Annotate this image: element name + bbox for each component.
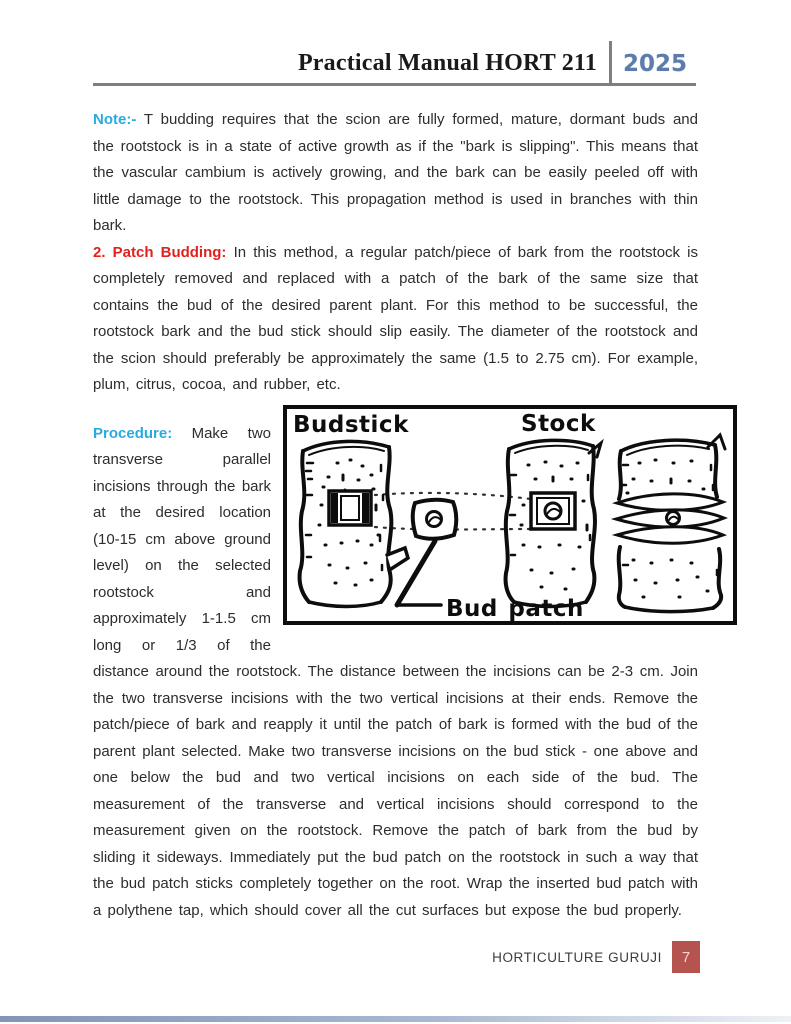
patch-budding-paragraph	[93, 240, 698, 399]
footer-site-name: HORTICULTURE GURUJI	[492, 949, 662, 965]
procedure-section	[93, 405, 698, 925]
note-paragraph	[93, 107, 698, 240]
bottom-accent-bar	[0, 1016, 791, 1022]
figure-label-budstick: Budstick	[293, 411, 409, 438]
procedure-label: Procedure:	[93, 424, 173, 442]
note-text: T budding requires that the scion are fully formed, mature, dormant buds and the rootstock is in a state of active growth as if the "bark is slipping". This means that the vascular cambium is actively growing, and the bark can be easily peeled off with little damage to the rootstock. This propagation method is used in branches with thin bark.	[93, 111, 698, 234]
document-title: Practical Manual HORT 211	[297, 50, 597, 76]
note-label: Note:-	[93, 111, 137, 128]
figure-label-stock: Stock	[521, 410, 596, 437]
document-year: 2025	[622, 51, 687, 77]
page-footer	[492, 941, 700, 973]
page-header	[93, 0, 696, 86]
patch-budding-label: 2. Patch Budding:	[93, 243, 227, 261]
page-body	[93, 86, 698, 924]
page-number-badge: 7	[672, 941, 700, 973]
patch-budding-text: In this method, a regular patch/piece of bark from the rootstock is completely removed and replaced with a patch of the bark of the same size that contains the bud of the desired parent plant. For this method to be successful, the rootstock bark and the bud stick should slip easily. The diameter of the rootstock and the scion should preferably be approximately the same (1.5 to 2.75 cm). For example, plum, citrus, cocoa, and rubber, etc.	[93, 243, 699, 393]
patch-budding-figure	[283, 405, 737, 625]
procedure-text: Make two transverse parallel incisions through the bark at the desired location (10-15 cm above ground level) on the selected rootstock and approximately 1-1.5 cm long or 1/3 of the distance around the rootstock. The distance between the incisions can be 2-3 cm. Join the two transverse incisions with the two vertical incisions at their ends. Remove the patch/piece of bark and reapply it until the patch of bark is formed with the bud of the parent plant selected. Make two transverse incisions on the bud stick - one above and one below the bud and two vertical incisions on each side of the bud. The measurement of the transverse and vertical incisions should correspond to the measurement given on the rootstock. Remove the patch of bark from the bud by sliding it sideways. Immediately put the bud patch on the rootstock in such a way that the bud patch sticks completely together on the root. Wrap the inserted bud patch with a polythene tap, which should cover all the cut surfaces but expose the bud properly.	[93, 424, 698, 919]
figure-label-bud-patch: Bud patch	[446, 595, 584, 622]
